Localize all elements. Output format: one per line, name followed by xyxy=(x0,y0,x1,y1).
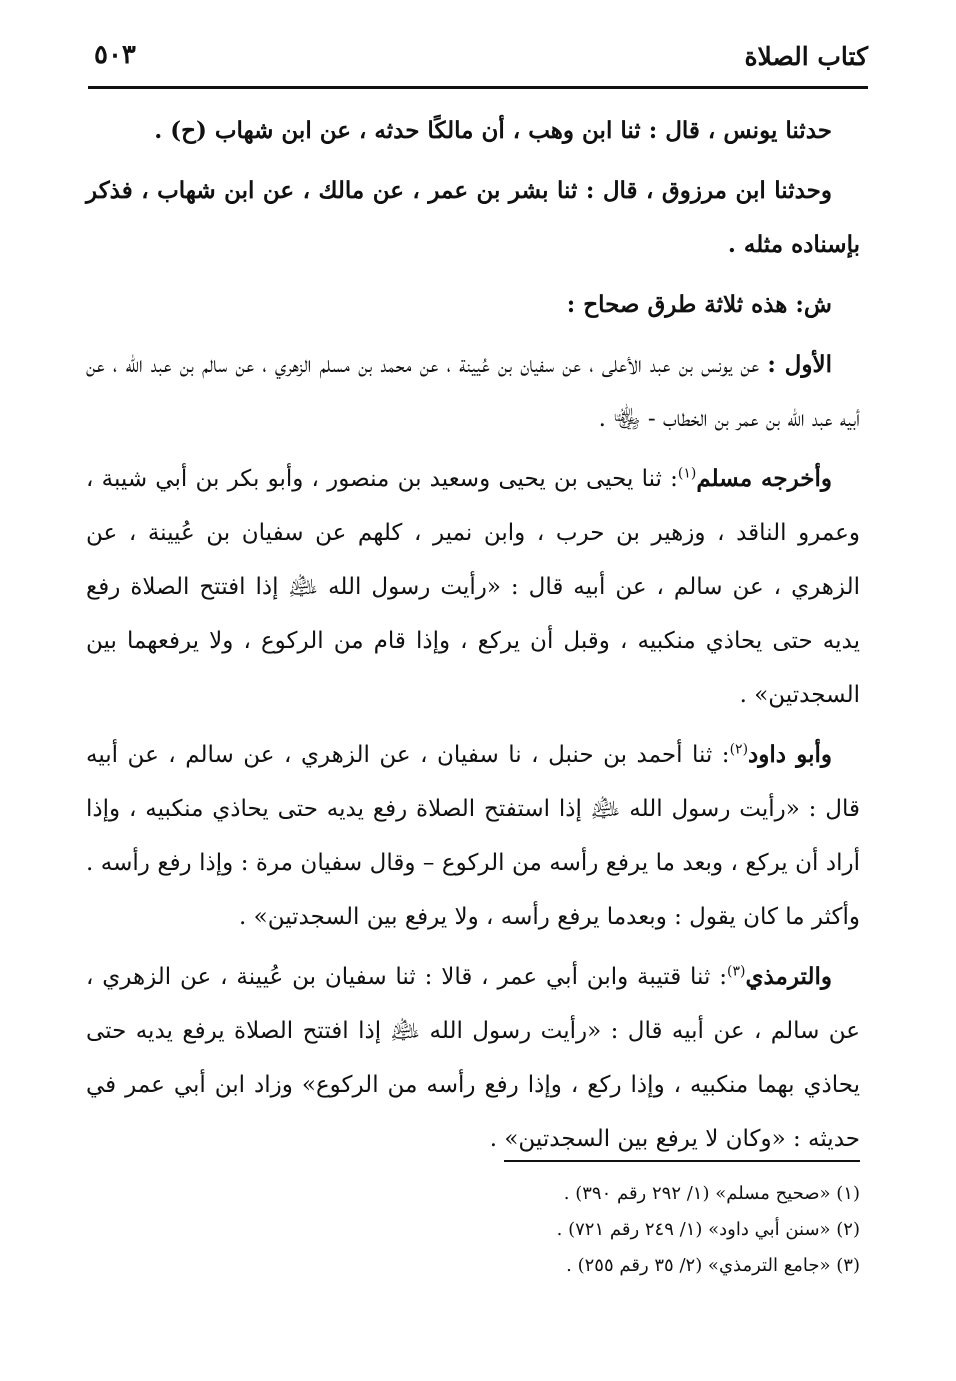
page-number: ٥٠٣ xyxy=(94,40,136,70)
paragraph-4 xyxy=(86,338,860,446)
book-title: كتاب الصلاة xyxy=(744,42,868,71)
paragraph-4-text: عن يونس بن عبد الأعلى ، عن سفيان بن عُيينة ، عن محمد بن مسلم الزهري ، عن سالم بن عبد الله ، عن أبيه عبد الله بن عمر بن الخطاب - ﵄ . xyxy=(86,352,860,432)
footnote-1: (١) «صحيح مسلم» (١/ ٢٩٢ رقم ٣٩٠) . xyxy=(563,1183,860,1204)
footnote-divider xyxy=(504,1160,860,1162)
paragraph-5-lead: وأخرجه مسلم xyxy=(696,465,832,492)
paragraph-3: ش: هذه ثلاثة طرق صحاح : xyxy=(566,291,832,318)
footnote-ref-3: (٣) xyxy=(727,963,746,980)
paragraph-6 xyxy=(86,728,860,944)
footnote-ref-1: (١) xyxy=(677,465,697,482)
paragraph-5-text: : ثنا يحيى بن يحيى وسعيد بن منصور ، وأبو بكر بن أبي شيبة ، وعمرو الناقد ، وزهير بن حرب ، وابن نمير ، كلهم عن سفيان بن عُيينة ، عن الزهري ، عن سالم ، عن أبيه قال : «رأيت رسول الله ﵇ إذا افتتح الصلاة رفع يديه حتى يحاذي منكبيه ، وقبل أن يركع ، وإذا قام من الركوع ، ولا يرفعهما بين السجدتين» . xyxy=(86,466,860,708)
paragraph-1: حدثنا يونس ، قال : ثنا ابن وهب ، أن مالكًا حدثه ، عن ابن شهاب (ح) . xyxy=(154,117,832,144)
paragraph-7-lead: والترمذي xyxy=(745,963,832,990)
paragraph-7-text: : ثنا قتيبة وابن أبي عمر ، قالا : ثنا سفيان بن عُيينة ، عن الزهري ، عن سالم ، عن أبيه قال : «رأيت رسول الله ﵇ إذا افتتح الصلاة يرفع يديه حتى يحاذي بهما منكبيه ، وإذا ركع ، وإذا رفع رأسه من الركوع» وزاد ابن أبي عمر في حديثه : «وكان لا يرفع بين السجدتين» . xyxy=(86,964,860,1152)
paragraph-6-lead: وأبو داود xyxy=(748,741,832,768)
paragraph-7 xyxy=(86,950,860,1166)
footnotes xyxy=(300,1176,860,1284)
paragraph-5 xyxy=(86,452,860,722)
footnote-ref-2: (٢) xyxy=(729,741,749,758)
paragraph-4-lead: الأول : xyxy=(767,351,832,378)
footnote-2: (٢) «سنن أبي داود» (١/ ٢٤٩ رقم ٧٢١) . xyxy=(556,1219,860,1240)
page-header xyxy=(88,34,868,89)
footnote-3: (٣) «جامع الترمذي» (٢/ ٣٥ رقم ٢٥٥) . xyxy=(566,1255,860,1276)
paragraph-2: وحدثنا ابن مرزوق ، قال : ثنا بشر بن عمر ، عن مالك ، عن ابن شهاب ، فذكر بإسناده مثله . xyxy=(86,177,860,258)
paragraph-6-text: : ثنا أحمد بن حنبل ، نا سفيان ، عن الزهري ، عن سالم ، عن أبيه قال : «رأيت رسول الله ﵇ إذا استفتح الصلاة رفع يديه حتى يحاذي منكبيه ، وإذا أراد أن يركع ، وبعد ما يرفع رأسه من الركوع – وقال سفيان مرة : وإذا رفع رأسه . وأكثر ما كان يقول : وبعدما يرفع رأسه ، ولا يرفع بين السجدتين» . xyxy=(86,742,860,930)
main-text xyxy=(86,104,860,1172)
